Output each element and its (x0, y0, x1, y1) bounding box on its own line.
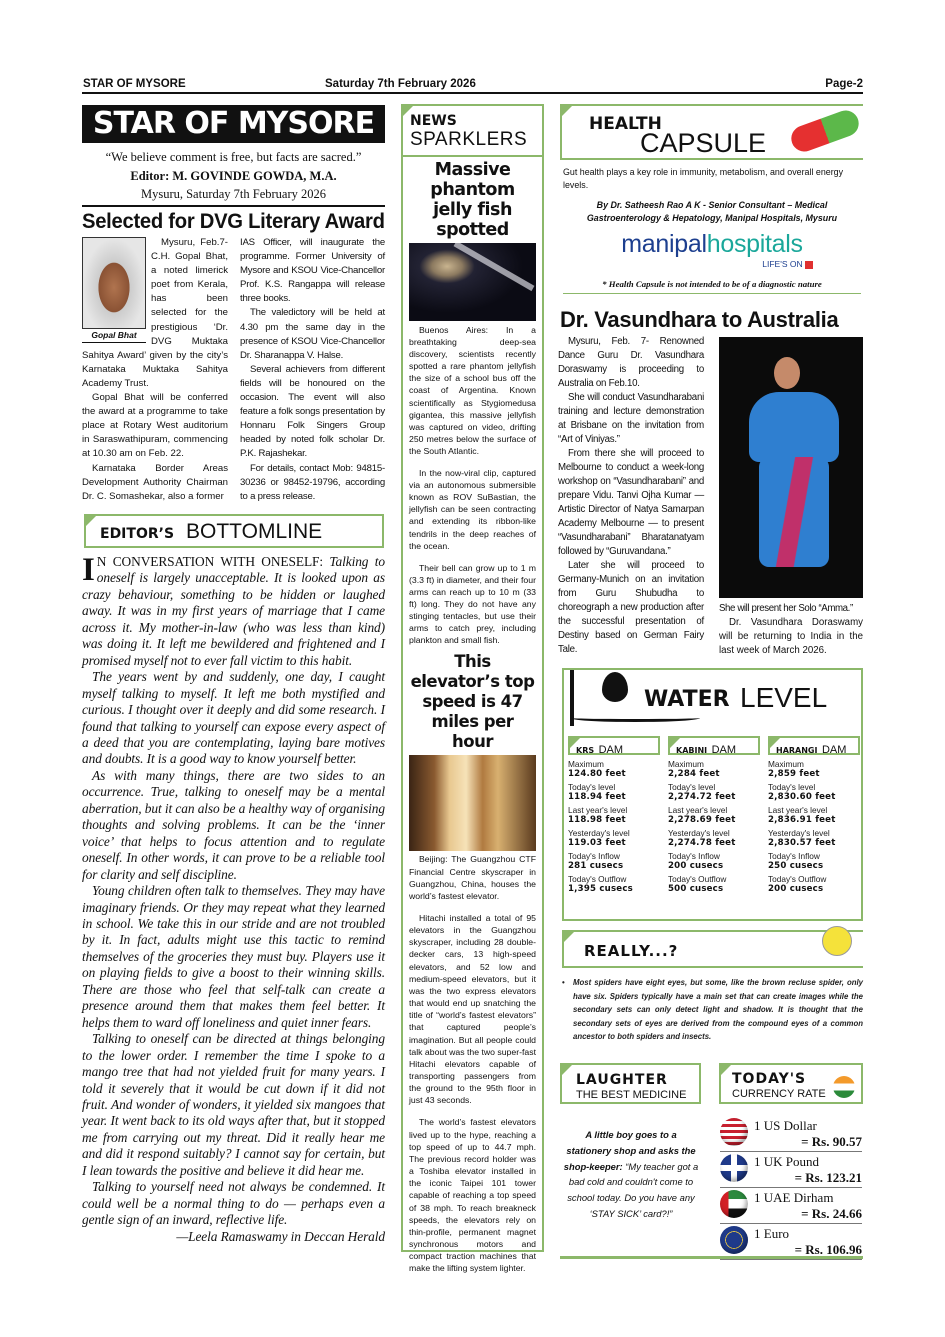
jellyfish-image (409, 243, 536, 321)
dam-name: KRS (576, 746, 595, 755)
page-header (82, 78, 863, 94)
sparklers-column (401, 104, 544, 1274)
paragraph: Their bell can grow up to 1 m (3.3 ft) in diameter, and their four arms can reach up to 10 m (33 ft) long. They do not have any stinging tentacles, but use their arms to catch prey, including plankton and small fish. (409, 562, 536, 646)
dam-stat-value: 281 cusecs (568, 861, 624, 871)
paragraph: Buenos Aires: In a breathtaking deep-sea discovery, scientists recently spotted a rare phantom jellyfish the size of a school bus off the coast of Argentina. Known scientifically as Stygiomedusa gigantea, this massive jellyfish was captured on video, drifting 250 metres below the surface of the South Atlantic. (409, 325, 536, 456)
currency-unit: 1 UK Pound (754, 1154, 820, 1169)
dvg-col-1 (82, 236, 228, 504)
motto: “We believe comment is free, but facts are sacred.” (105, 150, 362, 164)
health-byline: By Dr. Satheesh Rao A K - Senior Consultant – Medical Gastroenterology & Hepatology, Manipal Hospitals, Mysuru (586, 200, 838, 223)
dam-stat-value: 2,274.78 feet (668, 838, 736, 848)
currency-rate: = Rs. 106.96 (794, 1242, 862, 1257)
paragraph: Talking to oneself is largely unacceptable. It is looked upon as crazy behaviour, something to be hidden or laughed away. It was in my first years of marriage that I came across it. My mother-in-law (who was less than kind) was doing it. It left me bewildered and frightened and I promised myself not to ever fall victim to this habit. (82, 554, 386, 668)
page-number: Page-2 (825, 78, 863, 90)
dam-stat-value: 124.80 feet (568, 769, 626, 779)
bulb-icon (822, 926, 852, 956)
currency-unit: 1 US Dollar (754, 1118, 817, 1133)
paragraph: Mysuru, Feb.7- C.H. Gopal Bhat, a noted limerick poet from Kerala, has been selected for the prestigious ‘Dr. DVG Muktaka Sahitya Award’ given by the city’s Karnataka Muktaka Sahitya Academy Trust. (82, 237, 228, 389)
divider (82, 205, 385, 207)
dam-stat-value: 1,395 cusecs (568, 884, 633, 894)
portrait-image (82, 237, 146, 329)
currency-header (719, 1063, 863, 1104)
dam-stat-value: 2,284 feet (668, 769, 720, 779)
really-title: REALLY...? (584, 942, 679, 960)
paragraph: Karnataka Border Areas Development Authority Chairman Dr. C. Somashekar, also a former (82, 462, 228, 502)
health-disclaimer: * Health Capsule is not intended to be of a diagnostic nature (563, 278, 861, 295)
really-header (562, 930, 863, 968)
lead-in: N CONVERSATION WITH ONESELF: (96, 554, 323, 569)
paragraph: The years went by and suddenly, one day, I caught myself talking to myself. It left me both mystified and curious. I thought over it deeply and did some research. I found that talking to yourself can expose every aspect of a deed that you are contemplating, laying bare motives and doubts. It is a good way to know yourself better. (82, 669, 385, 767)
photo-caption: Gopal Bhat (82, 329, 146, 343)
dam-stat-label: Today's level (668, 782, 716, 792)
us-flag-icon (720, 1118, 748, 1146)
issue-date: Saturday 7th February 2026 (325, 78, 476, 90)
jelly-article (409, 324, 536, 646)
elevator-image (409, 755, 536, 851)
dam-stat-label: Maximum (768, 759, 804, 769)
water-gauge-icon (570, 670, 610, 726)
jelly-headline: Massive phantom jelly fish spotted (430, 160, 515, 240)
paragraph: Mysuru, Feb. 7- Renowned Dance Guru Dr. Vasundhara Doraswamy is proceeding to Australia on Feb.10. (558, 336, 704, 389)
currency-row (720, 1154, 862, 1188)
dam-stat-label: Maximum (568, 759, 604, 769)
paragraph: Young children often talk to themselves. They may have imaginary friends. Or they may repeat what they learned in school. We take this in our stride and are not troubled by it. In fact, adults might use this tactic to remind themselves of the groceries they must buy. Players use it on playing fields to give a boost to their winning skills. There are those who feel that self-talk can create a presence around them that makes them feel better. It helps them to ward off loneliness and quiet inner fears. (82, 883, 385, 1030)
paragraph: Gopal Bhat will be conferred the award at a programme to take place at Rotary West auditorium in Saraswathipuram, commencing at 10.30 am on Feb. 22. (82, 392, 228, 460)
dam-stat-label: Today's Outflow (668, 874, 727, 884)
laughter-title-light: THE BEST MEDICINE (576, 1089, 687, 1101)
health-text: Gut health plays a key role in immunity, metabolism, and overall energy levels. (563, 167, 844, 190)
dam-stat-label: Today's Outflow (568, 874, 627, 884)
author-photo (82, 237, 146, 343)
dam-stat-label: Today's Inflow (668, 851, 720, 861)
dam-stat-value: 200 cusecs (768, 884, 824, 894)
currency-title-bold: TODAY'S (732, 1071, 807, 1087)
dam-stat-label: Maximum (668, 759, 704, 769)
sparklers-title-bold: NEWS (410, 113, 457, 129)
dam-name: HARANGI (776, 746, 818, 755)
dam-stat-label: Today's Inflow (568, 851, 620, 861)
dam-name: KABINI (676, 746, 708, 755)
currency-rate: = Rs. 90.57 (801, 1134, 862, 1149)
currency-unit: 1 UAE Dirham (754, 1190, 834, 1205)
dam-label: KABINI DAM (668, 736, 760, 755)
vasundhara-col-1 (558, 335, 704, 657)
dam-label: HARANGI DAM (768, 736, 860, 755)
photo-caption: She will present her Solo “Amma.” (719, 603, 853, 614)
manipal-logo: manipalhospitals (621, 230, 803, 258)
dam-column (568, 736, 660, 897)
dvg-col-2 (240, 236, 385, 504)
joke: A little boy goes to a stationery shop and asks the shop-keeper: “My teacher got a bad cold and couldn't come to school today. Do you have any ‘STAY SICK’ card?!” (563, 1129, 699, 1219)
dam-stat-label: Last year's level (768, 805, 828, 815)
paragraph: Several achievers from different fields will be honoured on the occasion. The event will also feature a folk songs presentation by Honnaru Folk Singers Group headed by noted folk scholar Dr. P.K. Rajashekar. (240, 363, 385, 460)
currency-rate: = Rs. 24.66 (801, 1206, 862, 1221)
vasundhara-col-2 (719, 602, 863, 658)
dvg-headline: Selected for DVG Literary Award (82, 209, 385, 233)
dam-stat-value: 118.98 feet (568, 815, 626, 825)
dam-stat-value: 250 cusecs (768, 861, 824, 871)
laughter-header (560, 1063, 701, 1104)
currency-rate: = Rs. 123.21 (794, 1170, 862, 1185)
sparklers-header (403, 106, 542, 157)
dam-stat-label: Yesterday's level (668, 828, 730, 838)
currency-row (720, 1226, 862, 1260)
currency-title-light: CURRENCY RATE (732, 1088, 826, 1100)
dam-stat-label: Today's Inflow (768, 851, 820, 861)
health-title-light: CAPSULE (640, 128, 767, 158)
dam-stat-value: 500 cusecs (668, 884, 724, 894)
bottomline-title-bold: EDITOR’S (100, 526, 175, 542)
water-title-light: LEVEL (740, 682, 828, 713)
dam-stat-value: 2,278.69 feet (668, 815, 736, 825)
drop-cap: I (82, 552, 95, 588)
bottomline-title-light: BOTTOMLINE (186, 520, 323, 543)
dam-stat-value: 200 cusecs (668, 861, 724, 871)
currency-list (720, 1118, 862, 1262)
dam-stat-label: Today's Outflow (768, 874, 827, 884)
elevator-article (409, 853, 536, 1274)
masthead-logo: STAR OF MYSORE (82, 105, 385, 143)
paragraph: Talking to yourself need not always be condemned. It could well be a normal thing to do — perhaps even a gentle sign of an inward, reflective life. (82, 1179, 385, 1228)
paragraph: As with many things, there are two sides to an occurrence. True, talking to oneself may be a mental aberration, but it can also be a healthy way of organising thoughts and solving problems. It can be the ‘inner voice’ that helps to focus attention and to regulate oneself. In other words, it can prove to be a reliable tool for clarity and self discipline. (82, 767, 385, 882)
elevator-headline: This elevator’s top speed is 47 miles per hour (410, 652, 535, 752)
paragraph: In the now-viral clip, captured via an autonomous submersible known as ROV SuBastian, the jellyfish can be seen contracting and extending its ribbon-like tendrils in the deep reaches of the ocean. (409, 468, 536, 551)
paragraph: From there she will proceed to Melbourne to conduct a week-long workshop on “Vasundharabani” and prepare Vidu. Tanvi Ojha Kumar — Artistic Director of Natya Samarpan Academy Melbourne — to present “Vasundharabani” Bharatanatyam followed by “Guruvandana.” (558, 448, 704, 557)
capsule-icon (788, 107, 863, 155)
dam-stat-value: 2,859 feet (768, 769, 820, 779)
water-level-box (562, 668, 863, 921)
currency-unit: 1 Euro (754, 1226, 790, 1241)
masthead-info (82, 148, 385, 204)
really-body (562, 976, 863, 1044)
uk-flag-icon (720, 1154, 748, 1182)
paragraph: Beijing: The Guangzhou CTF Financial Centre skyscraper in Guangzhou, China, houses the world’s fastest elevator. (409, 854, 536, 901)
eu-flag-icon (720, 1226, 748, 1254)
dam-stat-value: 2,836.91 feet (768, 815, 836, 825)
editor-line: Editor: M. GOVINDE GOWDA, M.A. (130, 168, 337, 183)
paragraph: The world’s fastest elevators lived up to the hype, reaching a top speed of up to 44.7 mph. The previous record holder was a Toshiba elevator installed in the iconic Taipei 101 tower capable of reaching a top speed of 38 mph. To reach breakneck speeds, the elevators rely on thin-profile, permanent magnet synchronous motors and compact traction machines that make the lifting system lighter. (409, 1117, 536, 1274)
health-header (560, 104, 863, 160)
dam-stat-label: Yesterday's level (568, 828, 630, 838)
water-title-bold: WATER (644, 687, 730, 712)
dam-column (768, 736, 860, 897)
paragraph: IAS Officer, will inaugurate the programme. Former University of Mysore and KSOU Vice-Chancellor Prof. K.S. Rangappa will release three books. (240, 237, 385, 305)
currency-row (720, 1190, 862, 1224)
paper-name: STAR OF MYSORE (83, 78, 186, 90)
bottomline-header (84, 514, 384, 548)
dam-stat-label: Today's level (768, 782, 816, 792)
dam-stat-label: Last year's level (668, 805, 728, 815)
currency-row (720, 1118, 862, 1152)
dam-label: KRS DAM (568, 736, 660, 755)
dam-stat-value: 2,830.60 feet (768, 792, 836, 802)
paragraph: Talking to oneself can be directed at things belonging to the lower order. I remember the time I spoke to a mango tree that had not yielded fruit for many years. I told it severely that it would be cut down if it did not fruit. And wonder of wonders, it yielded six mangoes that year. It went back to its old ways after that, but it stopped me from carrying out my threat. Did it really hear me and did it respond suitably? I cannot say for certain, but I lean towards the positive and believe it did hear me. (82, 1031, 385, 1178)
dam-stat-value: 119.03 feet (568, 838, 626, 848)
laughter-title-bold: LAUGHTER (576, 1072, 668, 1088)
paragraph: Later she will proceed to Germany-Munich on an invitation from Guru Shubudha to choreograph a new production after the successful presentation of Destiny based on German Fairy Tale. (558, 560, 704, 655)
dam-stat-label: Last year's level (568, 805, 628, 815)
uae-flag-icon (720, 1190, 748, 1218)
dancer-photo (719, 337, 863, 598)
dam-stat-value: 2,830.57 feet (768, 838, 836, 848)
paragraph: She will conduct Vasundharabani training and lecture demonstration at Brisbane on the invitation from “Art of Viniyas.” (558, 392, 704, 445)
sparklers-title-light: SPARKLERS (410, 129, 528, 150)
dam-stat-label: Yesterday's level (768, 828, 830, 838)
dateline: Mysuru, Saturday 7th February 2026 (140, 187, 327, 201)
paragraph: The valedictory will be held at 4.30 pm the same day in the presence of KSOU Vice-Chancellor Dr. Sharanappa V. Halse. (240, 307, 385, 361)
dam-stat-label: Today's level (568, 782, 616, 792)
credit: —Leela Ramaswamy in Deccan Herald (176, 1228, 385, 1244)
plus-icon (805, 261, 813, 269)
dam-column (668, 736, 760, 897)
bullet-icon: • (562, 978, 565, 987)
dam-table (568, 736, 860, 897)
manipal-tagline: LIFE'S ON (563, 258, 861, 271)
vasundhara-headline: Dr. Vasundhara to Australia (560, 307, 839, 332)
really-text: Most spiders have eight eyes, but some, like the brown recluse spider, only have six. Spiders typically have a main set that can create images while the secondary sets can only detect light and shadow. It is thought that the secondary sets of eyes are derived from the compound eyes of a common ancestor to both spiders and insects. (573, 978, 863, 1041)
divider (560, 1256, 863, 1259)
health-title-bold: HEALTH (589, 114, 662, 134)
dam-stat-value: 2,274.72 feet (668, 792, 736, 802)
bottomline-body (82, 554, 385, 1245)
health-body (563, 166, 861, 294)
india-flag-icon (833, 1076, 855, 1098)
dam-stat-value: 118.94 feet (568, 792, 626, 802)
paragraph: Hitachi installed a total of 95 elevators in the Guangzhou skyscraper, including 28 double-decker cars, 13 high-speed elevators, and 52 low and medium-speed elevators, but it was the two express elevators that would end up snatching the title of “world’s fastest elevators” that captured people’s imagination. But all people could talk about was the two super-fast Hitachi elevators capable of transporting passengers from the ground to the 95th floor in just 43 seconds. (409, 912, 536, 1106)
paragraph: Dr. Vasundhara Doraswamy will be returning to India in the last week of March 2026. (719, 617, 863, 656)
paragraph: For details, contact Mob: 94815-30236 or 98452-19796, according to a press release. (240, 462, 385, 502)
